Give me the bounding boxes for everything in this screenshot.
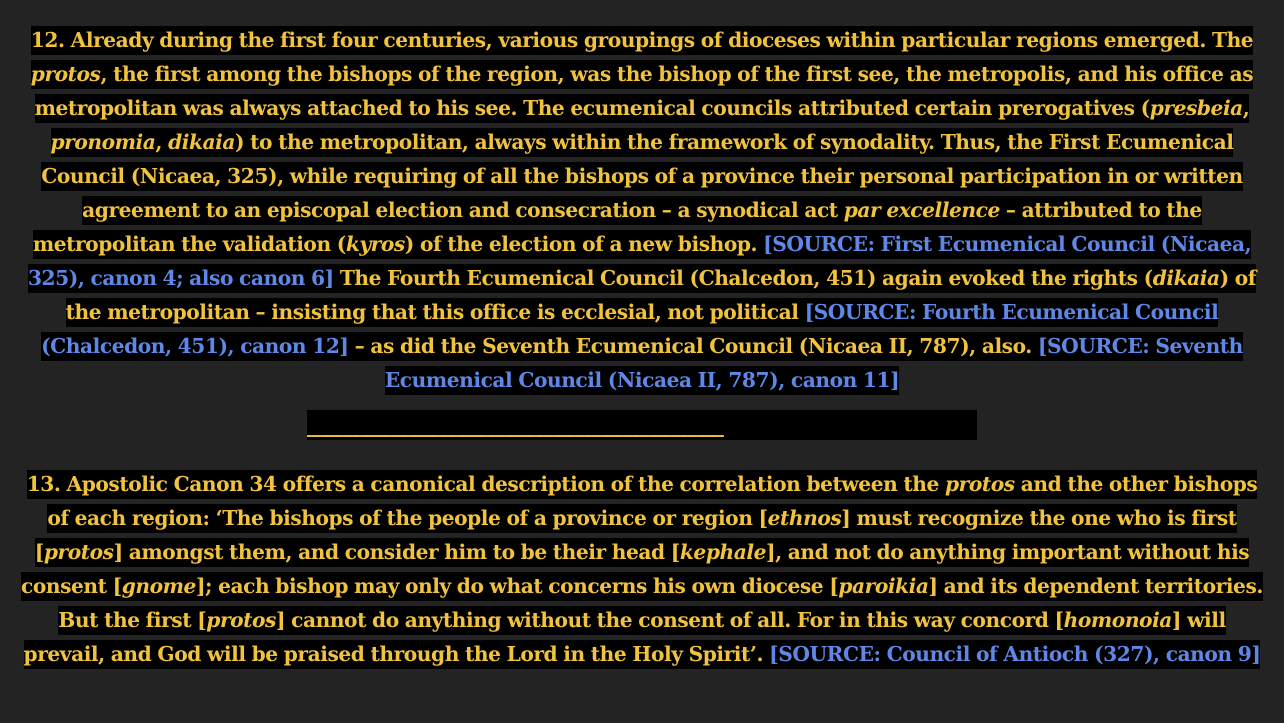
italic-term: protos — [206, 608, 276, 632]
italic-term: par excellence — [843, 198, 1000, 222]
paragraph-text: , the first among the bishops of the region, was the bishop of the first see, the metropolis, and his office as metropolitan was always attached to his see. The ecumenical councils attributed certain prerogatives ( — [34, 62, 1254, 120]
italic-term: pronomia — [50, 130, 156, 154]
paragraph-text: ] must recognize the one who is first [ — [34, 506, 1237, 564]
italic-term: ethnos — [767, 506, 842, 530]
italic-term: protos — [30, 62, 101, 86]
paragraph-text: The Fourth Ecumenical Council (Chalcedon, 451) again evoked the rights ( — [333, 266, 1153, 290]
source-citation-link[interactable]: [SOURCE: Fourth Ecumenical Council (Chalcedon, 451), canon 12] — [41, 300, 1219, 358]
paragraph-text: ] will prevail, and God will be praised through the Lord in the Holy Spirit’. — [23, 608, 1226, 666]
italic-term: dikaia — [168, 130, 235, 154]
paragraph-12-highlight — [28, 26, 1256, 395]
paragraph-text: , — [155, 130, 169, 154]
paragraph-text: ) to the metropolitan, always within the framework of synodality. Thus, the First Ecumenical Council (Nicaea, 325), while requiring of all the bishops of a province their personal participation in or written agreement to an episcopal election and consecration – a synodical act — [41, 130, 1243, 222]
italic-term: presbeia — [1149, 96, 1243, 120]
paragraph-13-highlight — [21, 470, 1263, 669]
paragraph-text: – as did the Seventh Ecumenical Council (Nicaea II, 787), also. — [348, 334, 1038, 358]
italic-term: protos — [944, 472, 1015, 496]
italic-term: kyros — [345, 232, 405, 256]
paragraph-text: and the other bishops of each region: ‘The bishops of the people of a province or region [ — [47, 472, 1258, 530]
paragraph-text: 12. Already during the first four centuries, various groupings of dioceses within particular regions emerged. The — [30, 28, 1254, 52]
paragraph-text: 13. Apostolic Canon 34 offers a canonical description of the correlation between the — [26, 472, 945, 496]
paragraph-text: ] amongst them, and consider him to be their head [ — [113, 540, 680, 564]
paragraph-text: ], and not do anything important without his consent [ — [21, 540, 1250, 598]
source-citation-link[interactable]: [SOURCE: Council of Antioch (327), canon 9] — [769, 642, 1261, 666]
paragraph-text: ) of the metropolitan – insisting that this office is ecclesial, not political — [65, 266, 1257, 324]
italic-term: paroikia — [838, 574, 929, 598]
italic-term: protos — [43, 540, 114, 564]
italic-term: gnome — [121, 574, 196, 598]
paragraph-text: ] cannot do anything without the consent of all. For in this way concord [ — [275, 608, 1064, 632]
paragraph-12 — [18, 23, 1266, 397]
paragraph-text: , — [1242, 96, 1250, 120]
paragraph-text: ] and its dependent territories. But the first [ — [58, 574, 1263, 632]
italic-term: dikaia — [1152, 266, 1220, 290]
paragraph-text: ) of the election of a new bishop. — [404, 232, 764, 256]
section-divider: ___________________________________________ — [307, 410, 977, 440]
italic-term: kephale — [679, 540, 766, 564]
paragraph-13 — [18, 467, 1266, 671]
source-citation-link[interactable]: [SOURCE: First Ecumenical Council (Nicaea, 325), canon 4; also canon 6] — [27, 232, 1252, 290]
paragraph-text: ]; each bishop may only do what concerns his own diocese [ — [195, 574, 839, 598]
source-citation-link[interactable]: [SOURCE: Seventh Ecumenical Council (Nicaea II, 787), canon 11] — [384, 334, 1243, 392]
paragraph-text: – attributed to the metropolitan the validation ( — [32, 198, 1202, 256]
italic-term: homonoia — [1063, 608, 1172, 632]
